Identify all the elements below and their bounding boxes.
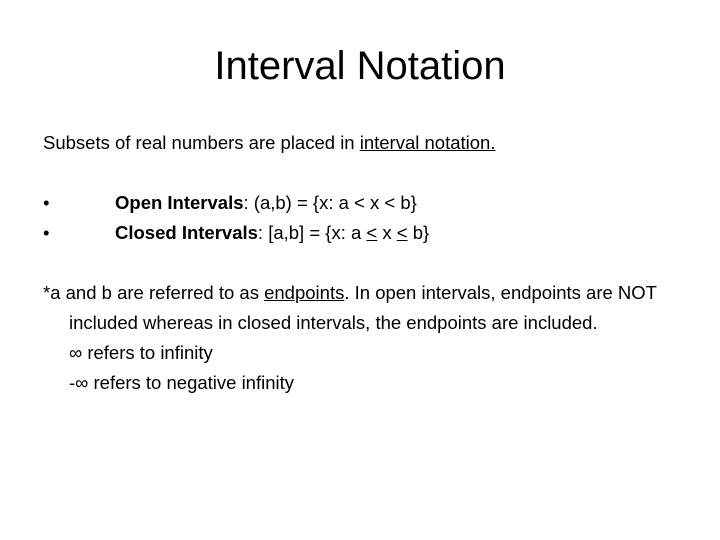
endpoints-note [43, 278, 693, 338]
less-equal-symbol: < [366, 222, 378, 243]
endpoints-term: endpoints [264, 282, 345, 303]
slide-title: Interval Notation [214, 44, 506, 88]
open-intervals-definition: : (a,b) = {x: a < x < b} [243, 192, 417, 213]
closed-intervals-definition-end: b} [407, 222, 430, 243]
intro-text: Subsets of real numbers are placed in [43, 132, 360, 153]
open-intervals-label: Open Intervals [115, 192, 244, 213]
bullet-icon: • [43, 192, 50, 213]
bullet-open-intervals [43, 188, 693, 218]
closed-intervals-label: Closed Intervals [115, 222, 258, 243]
infinity-line: ∞ refers to infinity [69, 342, 213, 363]
spacer [43, 248, 693, 278]
interval-notation-term: interval notation. [359, 132, 496, 153]
bullet-icon: • [43, 222, 50, 243]
endpoints-note-end: . In open intervals, endpoints are NOT included whereas in closed intervals, the endpoints are included. [69, 282, 657, 333]
negative-infinity-line: -∞ refers to negative infinity [69, 372, 295, 393]
slide-body [43, 128, 693, 398]
bullet-closed-intervals [43, 218, 693, 248]
endpoints-note-start: *a and b are referred to as [43, 282, 265, 303]
closed-intervals-definition-mid: x [377, 222, 397, 243]
less-equal-symbol: < [396, 222, 408, 243]
spacer [43, 158, 693, 188]
intro-line [43, 128, 693, 158]
closed-intervals-definition-start: : [a,b] = {x: a [257, 222, 367, 243]
